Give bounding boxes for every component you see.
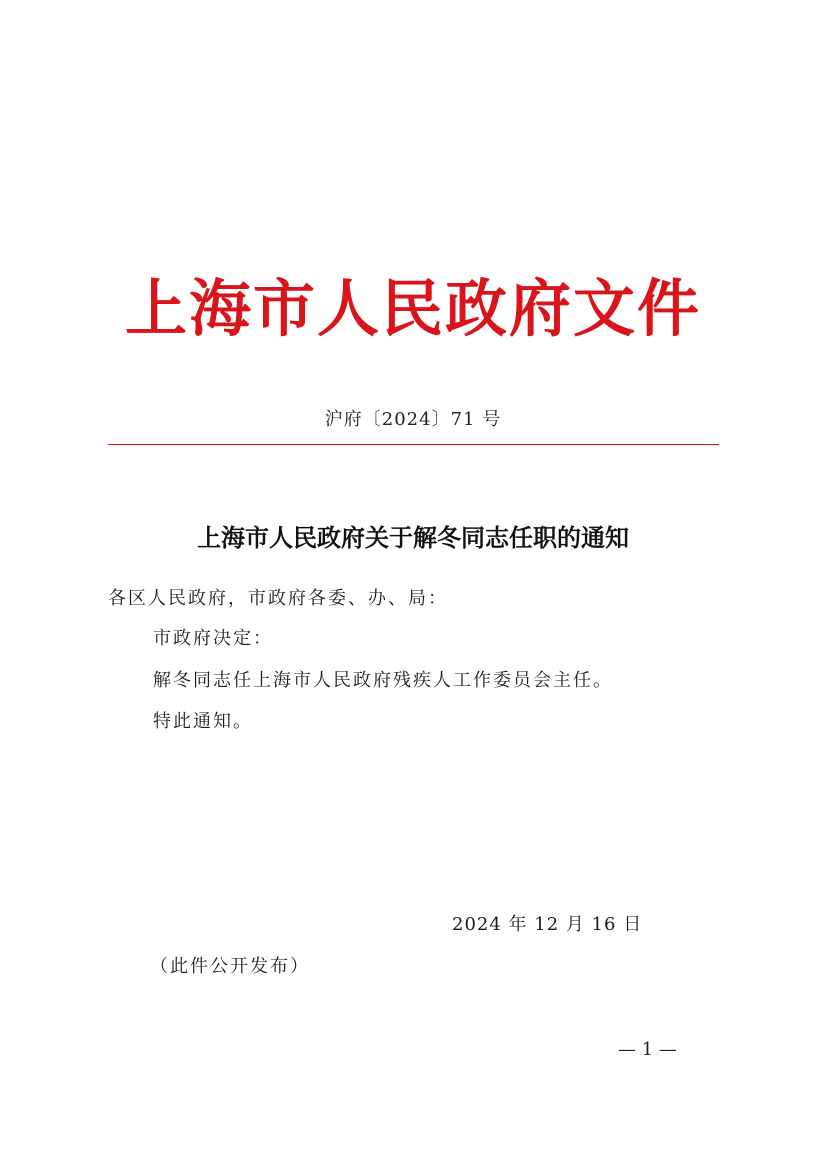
notice-paragraph: 解冬同志任上海市人民政府残疾人工作委员会主任。: [153, 670, 613, 691]
issue-date: 2024 年 12 月 16 日: [452, 914, 643, 935]
notice-addressee: 各区人民政府，市政府各委、办、局：: [108, 588, 448, 609]
publish-note: （此件公开发布）: [150, 956, 310, 977]
document-header-title: 上海市人民政府文件: [124, 272, 701, 345]
notice-paragraph: 特此通知。: [153, 711, 253, 732]
notice-paragraph: 市政府决定：: [153, 628, 273, 649]
notice-title: 上海市人民政府关于解冬同志任职的通知: [197, 523, 629, 552]
document-number: 沪府〔2024〕71 号: [324, 409, 502, 430]
header-red-divider: [108, 444, 719, 445]
page-number: — 1 —: [618, 1039, 677, 1060]
